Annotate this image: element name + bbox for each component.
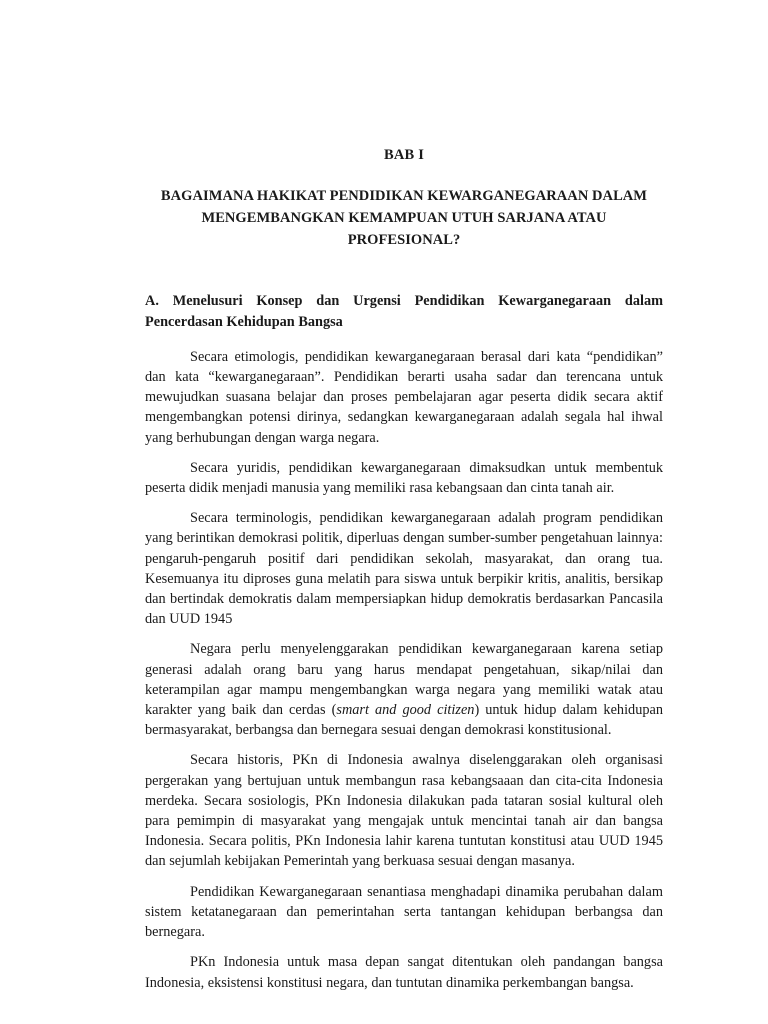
section-heading-a: A. Menelusuri Konsep dan Urgensi Pendidikan Kewarganegaraan dalam Pencerdasan Kehidupan Bangsa (145, 293, 663, 331)
chapter-title-line: PROFESIONAL? (347, 231, 461, 248)
paragraph-negara-perlu: Negara perlu menyelenggarakan pendidikan kewarganegaraan karena setiap generasi adalah orang baru yang harus mendapat pengetahuan, sikap/nilai dan keterampilan agar mampu mengembangkan warga negara yang memiliki watak atau karakter yang baik dan cerdas (smart and good citizen) untuk hidup dalam kehidupan bermasyarakat, berbangsa dan bernegara sesuai dengan demokrasi konstitusional. (145, 641, 663, 739)
chapter-title-line: BAGAIMANA HAKIKAT PENDIDIKAN KEWARGANEGARAAN DALAM (160, 188, 648, 205)
paragraph-historis: Secara historis, PKn di Indonesia awalnya diselenggarakan oleh organisasi pergerakan yang bertujuan untuk membangun rasa kebangsaaan dan cita-cita Indonesia merdeka. Secara sosiologis, PKn Indonesia dilakukan pada tataran sosial kultural oleh para pemimpin di masyarakat yang mengajak untuk mencintai tanah air dan bangsa Indonesia. Secara politis, PKn Indonesia lahir karena tuntutan konstitusi atau UUD 1945 dan sejumlah kebijakan Pemerintah yang berkuasa sesuai dengan masanya. (145, 752, 663, 870)
chapter-label: BAB I (383, 147, 425, 163)
paragraph-etimologis: Secara etimologis, pendidikan kewarganegaraan berasal dari kata “pendidikan” dan kata “kewarganegaraan”. Pendidikan berarti usaha sadar dan terencana untuk mewujudkan suasana belajar dan proses pembelajaran agar peserta didik secara aktif mengembangkan potensi dirinya, sedangkan kewarganegaraan adalah segala hal ihwal yang berhubungan dengan warga negara. (145, 348, 663, 446)
paragraph-dinamika: Pendidikan Kewarganegaraan senantiasa menghadapi dinamika perubahan dalam sistem ketatanegaraan dan pemerintahan serta tantangan kehidupan berbangsa dan bernegara. (145, 883, 663, 941)
paragraph-masa-depan: PKn Indonesia untuk masa depan sangat ditentukan oleh pandangan bangsa Indonesia, eksistensi konstitusi negara, dan tuntutan dinamika perkembangan bangsa. (145, 954, 663, 991)
italic-phrase: smart and good citizen (336, 702, 475, 719)
document-content (145, 146, 663, 993)
chapter-title (145, 186, 663, 251)
paragraph-yuridis: Secara yuridis, pendidikan kewarganegaraan dimaksudkan untuk membentuk peserta didik menjadi manusia yang memiliki rasa kebangsaan dan cinta tanah air. (145, 459, 663, 497)
chapter-title-line: MENGEMBANGKAN KEMAMPUAN UTUH SARJANA ATAU (201, 209, 607, 226)
paragraph-terminologis: Secara terminologis, pendidikan kewarganegaraan adalah program pendidikan yang berintikan demokrasi politik, diperluas dengan sumber-sumber pengetahuan lainnya: pengaruh-pengaruh positif dari pendidikan sekolah, masyarakat, dan orang tua. Kesemuanya itu diproses guna melatih para siswa untuk berpikir kritis, analitis, bersikap dan bertindak demokratis dalam mempersiapkan hidup demokratis berdasarkan Pancasila dan UUD 1945 (145, 510, 663, 628)
